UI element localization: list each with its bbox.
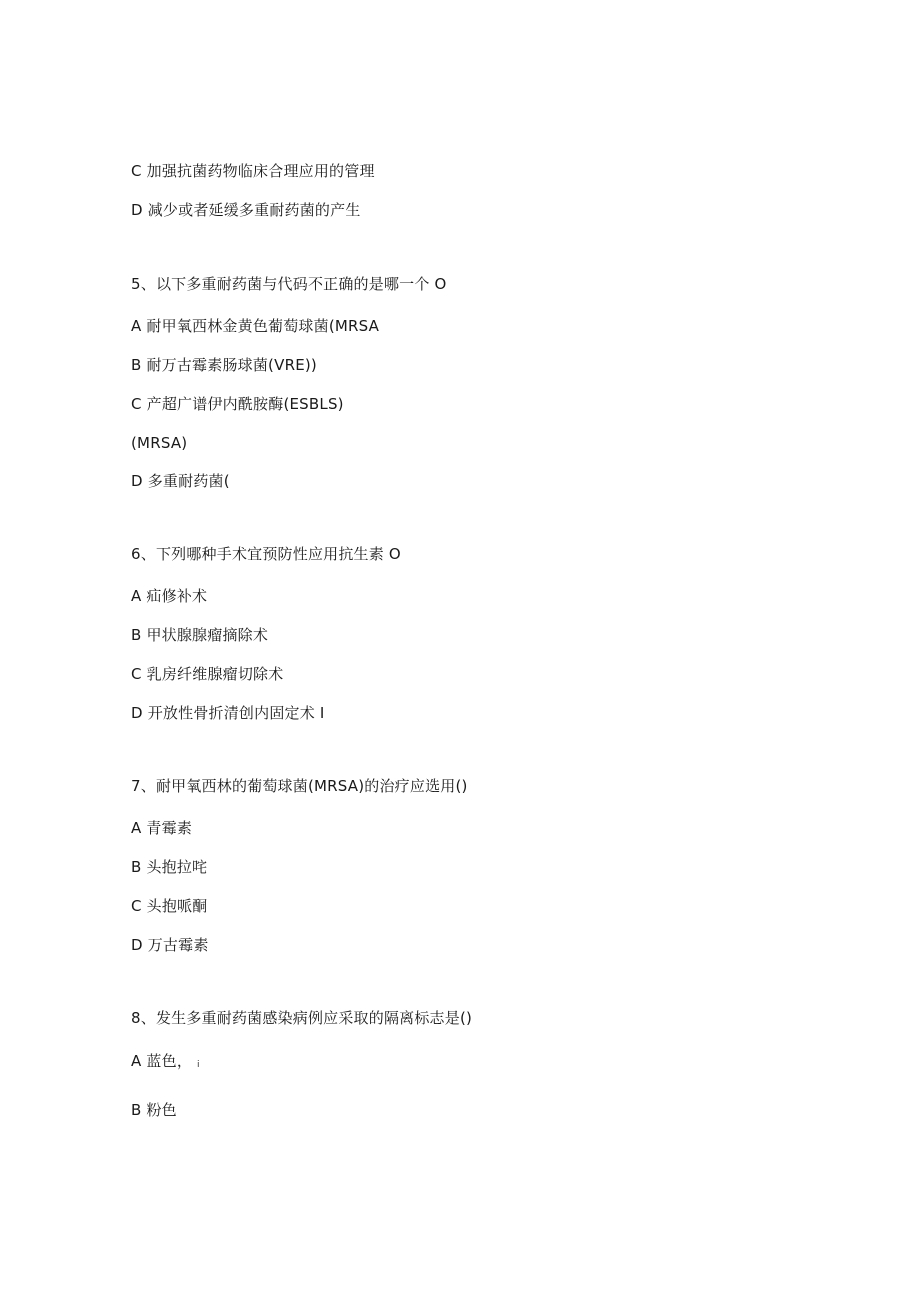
q8-option-a-mark: i: [197, 1060, 200, 1070]
q6-option-b: B 甲状腺腺瘤摘除术: [131, 626, 269, 644]
q5-stem: 5、以下多重耐药菌与代码不正确的是哪一个 O: [131, 275, 447, 293]
q7-option-d: D 万古霉素: [131, 936, 209, 954]
q5-option-b: B 耐万古霉素肠球菌(VRE)): [131, 356, 317, 374]
q5-option-d: D 多重耐药菌(: [131, 472, 230, 490]
q8-option-a: A 蓝色，: [131, 1052, 193, 1070]
q4-option-c: C 加强抗菌药物临床合理应用的管理: [131, 162, 375, 180]
q8-option-b: B 粉色: [131, 1101, 177, 1119]
q7-option-b: B 头抱拉咤: [131, 858, 208, 876]
q7-option-c: C 头抱哌酮: [131, 897, 208, 915]
q5-option-c: C 产超广谱伊内酰胺酶(ESBLS): [131, 395, 344, 413]
q5-fragment: (MRSA): [131, 434, 188, 452]
q8-stem: 8、发生多重耐药菌感染病例应采取的隔离标志是(): [131, 1009, 473, 1027]
q7-option-a: A 青霉素: [131, 819, 193, 837]
q6-option-d: D 开放性骨折清创内固定术 I: [131, 704, 325, 722]
q4-option-d: D 减少或者延缓多重耐药菌的产生: [131, 201, 361, 219]
q6-option-a: A 疝修补术: [131, 587, 208, 605]
q6-option-c: C 乳房纤维腺瘤切除术: [131, 665, 284, 683]
q6-stem: 6、下列哪种手术宜预防性应用抗生素 O: [131, 545, 401, 563]
q5-option-a: A 耐甲氧西林金黄色葡萄球菌(MRSA: [131, 317, 380, 335]
q7-stem: 7、耐甲氧西林的葡萄球菌(MRSA)的治疗应选用(): [131, 777, 468, 795]
